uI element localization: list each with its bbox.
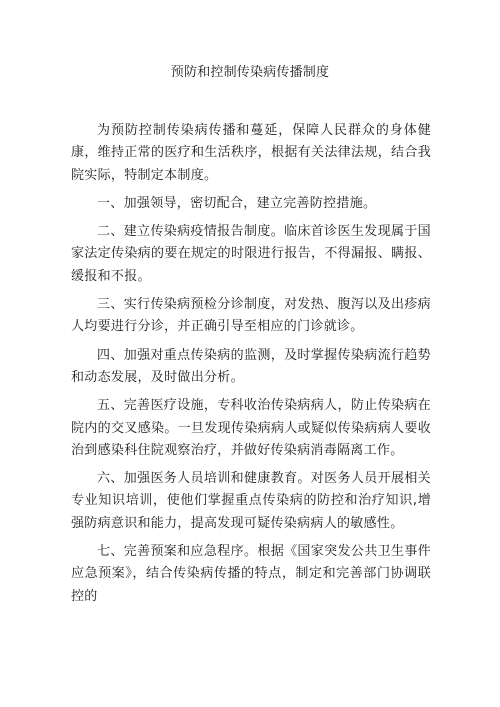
paragraph-item-4: 四、加强对重点传染病的监测，及时掌握传染病流行趋势和动态发展，及时做出分析。 [71, 347, 431, 385]
paragraph-item-6: 六、加强医务人员培训和健康教育。对医务人员开展相关专业知识培训，使他们掌握重点传染病的防控和治疗知识,增强防病意识和能力，提高发现可疑传染病病人的敏感性。 [71, 471, 431, 531]
paragraph-item-2: 二、建立传染病疫情报告制度。临床首诊医生发现属于国家法定传染病的要在规定的时限进行报告，不得漏报、瞒报、缓报和不报。 [71, 224, 431, 284]
paragraph-intro: 为预防控制传染病传播和蔓延，保障人民群众的身体健康，维持正常的医疗和生活秩序，根据有关法律法规，结合我院实际，特制定本制度。 [71, 123, 431, 183]
paragraph-item-7: 七、完善预案和应急程序。根据《国家突发公共卫生事件应急预案》，结合传染病传播的特点，制定和完善部门协调联控的 [71, 544, 431, 604]
document-body [71, 120, 431, 614]
document-title: 预防和控制传染病传播制度 [170, 65, 330, 80]
paragraph-item-3: 三、实行传染病预检分诊制度，对发热、腹泻以及出疹病人均要进行分诊，并正确引导至相应的门诊就诊。 [71, 297, 431, 335]
paragraph-item-1: 一、加强领导，密切配合，建立完善防控措施。 [97, 195, 377, 211]
paragraph-item-5: 五、完善医疗设施，专科收治传染病病人，防止传染病在院内的交叉感染。一旦发现传染病病人或疑似传染病病人要收治到感染科住院观察治疗，并做好传染病消毒隔离工作。 [71, 398, 431, 458]
